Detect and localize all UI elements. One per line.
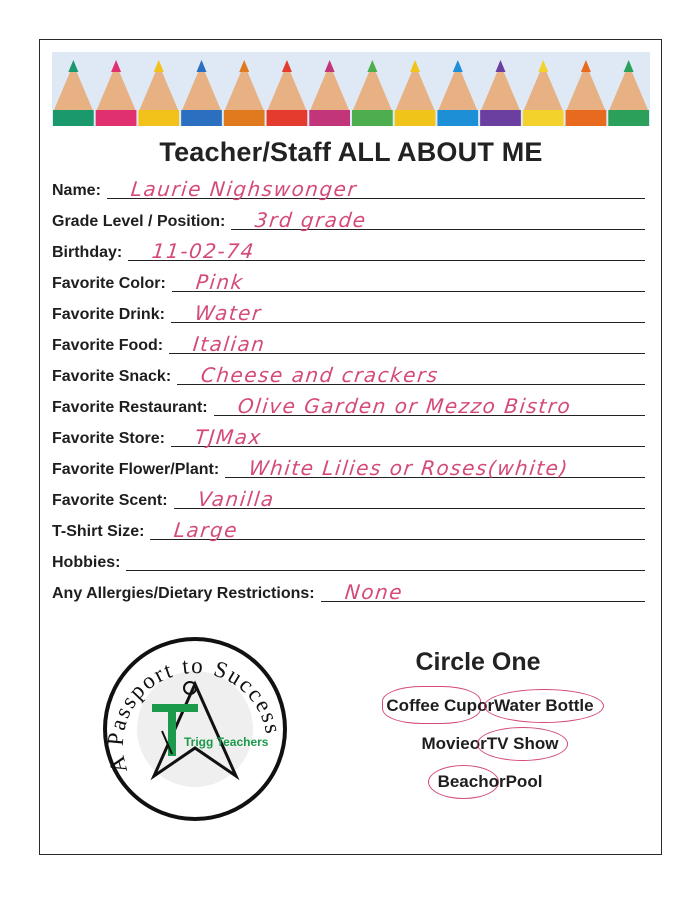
field-label: Favorite Flower/Plant: [52, 461, 220, 478]
field-label: Favorite Store: [52, 430, 165, 447]
option-a: Movie [421, 734, 470, 753]
page-title: Teacher/Staff ALL ABOUT ME [159, 137, 543, 167]
option-a: Beach [438, 772, 489, 792]
option-or: or [488, 772, 506, 791]
handwritten-answer: Pink [194, 270, 245, 294]
handwritten-answer: Vanilla [196, 487, 276, 511]
field-label: Favorite Snack: [52, 368, 172, 385]
field-label: Favorite Drink: [52, 306, 165, 323]
form-row [52, 550, 650, 574]
field-label: Birthday: [52, 244, 123, 261]
option-b: Pool [505, 772, 543, 791]
handwritten-answer: Water [193, 301, 263, 325]
form-row [52, 488, 650, 512]
scribble-mark [382, 686, 481, 724]
field-underline [126, 570, 645, 571]
circle-one-row [340, 734, 640, 754]
handwritten-answer: Olive Garden or Mezzo Bistro [236, 394, 573, 418]
field-label: Favorite Color: [52, 275, 166, 292]
option-or: or [477, 696, 495, 715]
circle-one-title: Circle One [415, 648, 541, 676]
form-row [52, 581, 650, 605]
form-row [52, 519, 650, 543]
selection-circle [484, 689, 604, 723]
handwritten-answer: Laurie Nighswonger [129, 177, 359, 201]
field-label: Hobbies: [52, 554, 121, 571]
logo-ring-text: A Passport to Success [102, 652, 287, 776]
handwritten-answer: 3rd grade [254, 208, 369, 232]
field-label: Favorite Food: [52, 337, 164, 354]
field-label: Favorite Scent: [52, 492, 168, 509]
option-b: TV Show [487, 734, 559, 754]
field-label: Any Allergies/Dietary Restrictions: [52, 585, 315, 602]
form-row [52, 271, 650, 295]
circle-one-row [340, 772, 640, 792]
form-row [52, 178, 650, 202]
field-label: T-Shirt Size: [52, 523, 145, 540]
form-row [52, 240, 650, 264]
field-label: Favorite Restaurant: [52, 399, 208, 416]
handwritten-answer: TJMax [193, 425, 264, 449]
field-label: Grade Level / Position: [52, 213, 226, 230]
form-row [52, 333, 650, 357]
selection-circle [477, 727, 569, 761]
handwritten-answer: Cheese and crackers [199, 363, 441, 387]
circle-one-row [340, 696, 640, 716]
handwritten-answer: 11-02-74 [150, 239, 257, 263]
colored-pencils-banner [52, 52, 650, 126]
option-a: Coffee Cup [386, 696, 477, 716]
handwritten-answer: None [343, 580, 405, 604]
option-b: Water Bottle [494, 696, 594, 716]
form-row [52, 364, 650, 388]
passport-to-success-logo [100, 636, 290, 822]
handwritten-answer: Large [173, 518, 240, 542]
form-row [52, 395, 650, 419]
form-row [52, 426, 650, 450]
handwritten-answer: Italian [191, 332, 267, 356]
form-row [52, 302, 650, 326]
field-label: Name: [52, 182, 101, 199]
logo-brand-text: Trigg Teachers [184, 735, 269, 749]
handwritten-answer: White Lilies or Roses(white) [247, 456, 571, 480]
option-or: or [469, 734, 487, 753]
form-row [52, 457, 650, 481]
form-row [52, 209, 650, 233]
